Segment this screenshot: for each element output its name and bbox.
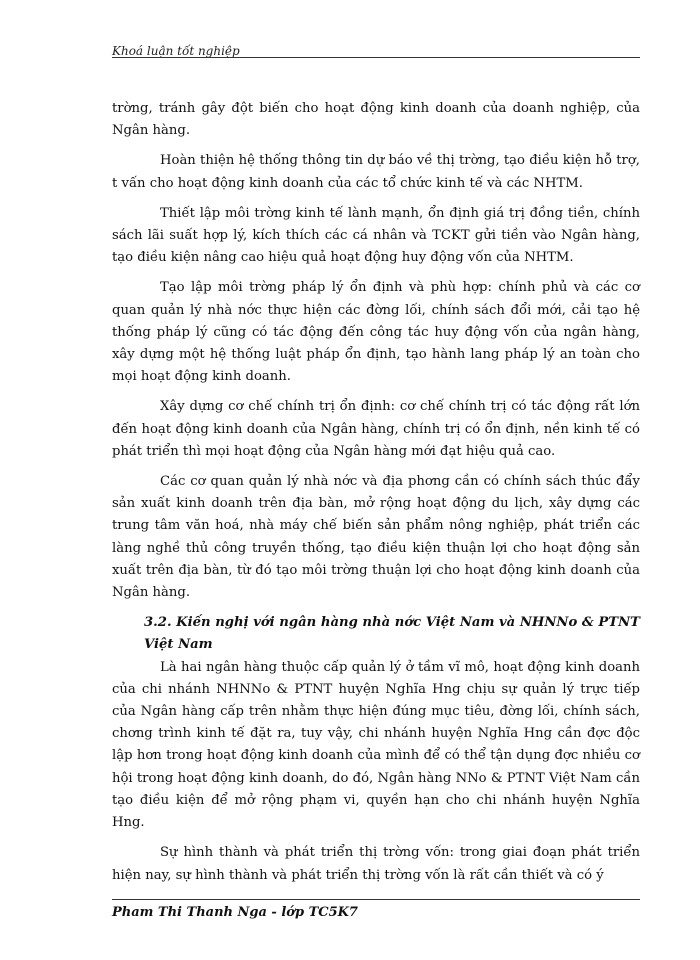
page-footer-author: Pham Thi Thanh Nga - lớp TC5K7 [112, 905, 358, 920]
paragraph-local-authorities: Các cơ quan quản lý nhà nớc và địa phơng cần có chính sách thúc đẩy sản xuất kinh doanh trên địa bàn, mở rộng hoạt động du lịch, xây dựng các trung tâm văn hoá, nhà máy chế biến sản phẩm nông nghiệp, phát triển các làng nghề thủ công truyền thống, tạo điều kiện thuận lợi cho hoạt động sản xuất trên địa bàn, từ đó tạo môi trờng thuận lợi cho hoạt động kinh doanh của Ngân hàng. [112, 474, 640, 601]
section-heading-3-2: 3.2. Kiến nghị với ngân hàng nhà nớc Việt Nam và NHNNo & PTNT Việt Nam [144, 615, 640, 653]
header-divider [112, 57, 640, 58]
paragraph-continuation: trờng, tránh gây đột biến cho hoạt động kinh doanh của doanh nghiệp, của Ngân hàng. [112, 101, 640, 139]
paragraph-legal-environment: Tạo lập môi trờng pháp lý ổn định và phù hợp: chính phủ và các cơ quan quản lý nhà nớc thực hiện các đờng lối, chính sách đổi mới, cải tạo hệ thống pháp lý cũng có tác động đến công tác huy động vốn của ngân hàng, xây dựng một hệ thống luật pháp ổn định, tạo hành lang pháp lý an toàn cho mọi hoạt động kinh doanh. [112, 280, 640, 385]
paragraph-capital-market: Sự hình thành và phát triển thị trờng vốn: trong giai đoạn phát triển hiện nay, sự hình thành và phát triển thị trờng vốn là rất cần thiết và có ý [112, 845, 640, 883]
paragraph-political-stability: Xây dựng cơ chế chính trị ổn định: cơ chế chính trị có tác động rất lớn đến hoạt động kinh doanh của Ngân hàng, chính trị có ổn định, nền kinh tế có phát triển thì mọi hoạt động của Ngân hàng mới đạt hiệu quả cao. [112, 399, 640, 459]
page-header-title: Khoá luận tốt nghiệp [112, 44, 240, 58]
document-body [112, 98, 640, 895]
paragraph-forecast-info: Hoàn thiện hệ thống thông tin dự báo về thị trờng, tạo điều kiện hỗ trợ, t vấn cho hoạt động kinh doanh của các tổ chức kinh tế và các NHTM. [112, 153, 640, 191]
paragraph-economic-environment: Thiết lập môi trờng kinh tế lành mạnh, ổn định giá trị đồng tiền, chính sách lãi suất hợp lý, kích thích các cá nhân và TCKT gửi tiền vào Ngân hàng, tạo điều kiện nâng cao hiệu quả hoạt động huy động vốn của NHTM. [112, 205, 640, 266]
footer-divider [112, 899, 640, 900]
paragraph-branch-autonomy: Là hai ngân hàng thuộc cấp quản lý ở tầm vĩ mô, hoạt động kinh doanh của chi nhánh NHNNo & PTNT huyện Nghĩa Hng chịu sự quản lý trực tiếp của Ngân hàng cấp trên nhằm thực hiện đúng mục tiêu, đờng lối, chính sách, chơng trình kinh tế đặt ra, tuy vậy, chi nhánh huyện Nghĩa Hng cần đợc độc lập hơn trong hoạt động kinh doanh của mình để có thể tận dụng đợc nhiều cơ hội trong hoạt động kinh doanh, do đó, Ngân hàng NNo & PTNT Việt Nam cần tạo điều kiện để mở rộng phạm vi, quyền hạn cho chi nhánh huyện Nghĩa Hng. [112, 659, 640, 831]
